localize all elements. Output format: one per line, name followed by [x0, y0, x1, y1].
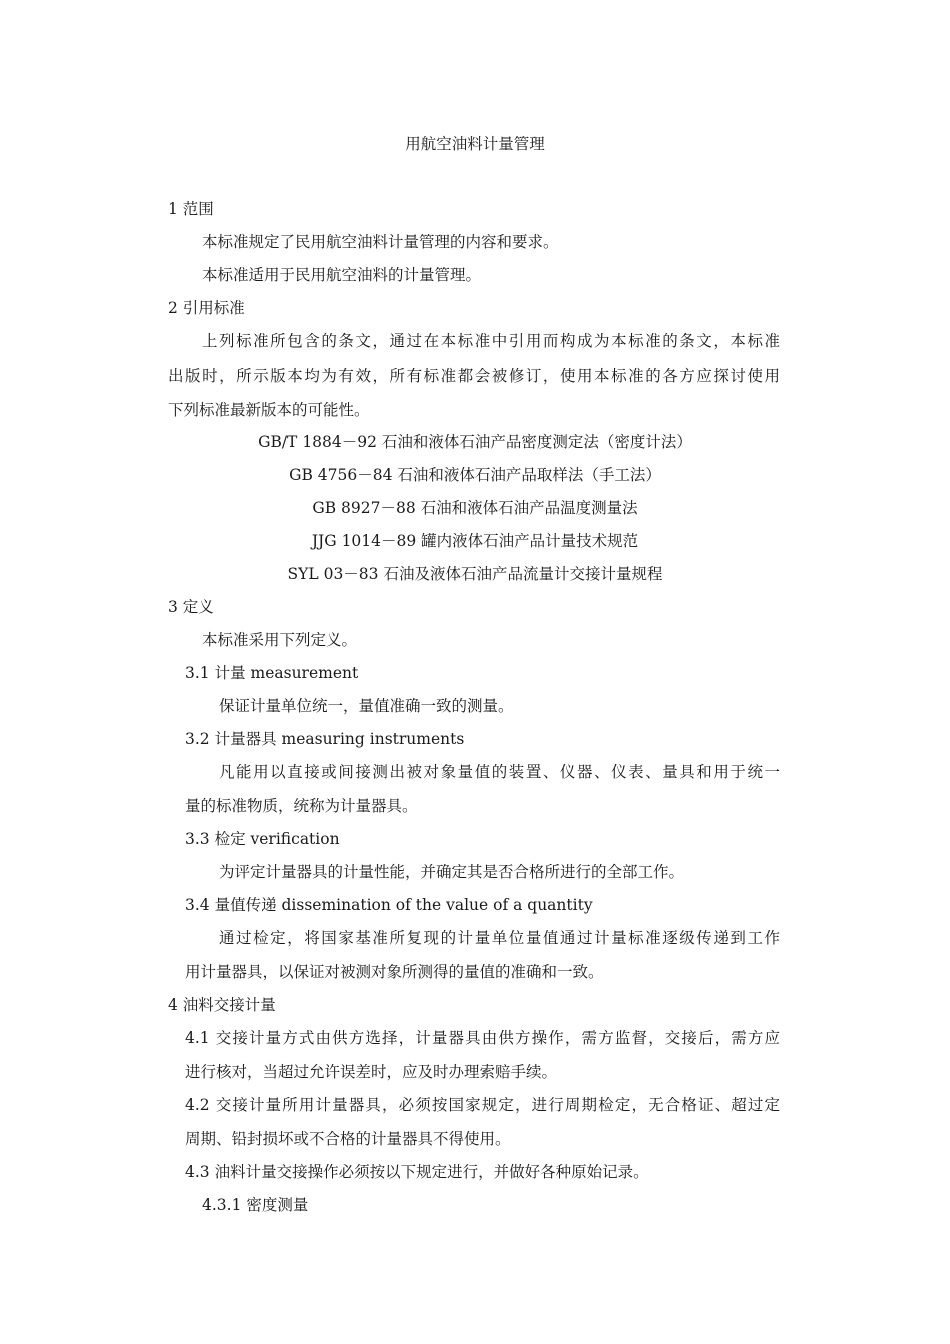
section-heading-references: 2 引用标准 — [168, 299, 245, 317]
clause-line: 4.2 交接计量所用计量器具，必须按国家规定，进行周期检定，无合格证、超过定 — [185, 1096, 780, 1114]
subclause-heading: 4.3.1 密度测量 — [202, 1196, 309, 1214]
definition-body-line: 用计量器具，以保证对被测对象所测得的量值的准确和一致。 — [185, 963, 604, 981]
definition-heading: 3.2 计量器具 measuring instruments — [185, 730, 465, 748]
definition-heading: 3.1 计量 measurement — [185, 664, 359, 682]
document-title: 用航空油料计量管理 — [405, 135, 545, 153]
clause: 4.3 油料计量交接操作必须按以下规定进行，并做好各种原始记录。 — [185, 1163, 649, 1181]
definition-heading: 3.3 检定 verification — [185, 830, 340, 848]
standard-reference: GB 4756－84 石油和液体石油产品取样法（手工法） — [289, 466, 661, 484]
paragraph: 本标准采用下列定义。 — [202, 631, 358, 649]
clause-line: 进行核对，当超过允许误差时，应及时办理索赔手续。 — [185, 1063, 558, 1081]
definition-body-line: 量的标准物质，统称为计量器具。 — [185, 797, 418, 815]
standard-reference: GB 8927－88 石油和液体石油产品温度测量法 — [312, 499, 638, 517]
definition-heading: 3.4 量值传递 dissemination of the value of a quantity — [185, 896, 593, 914]
paragraph: 本标准规定了民用航空油料计量管理的内容和要求。 — [202, 233, 559, 251]
definition-body-line: 凡能用以直接或间接测出被对象量值的装置、仪器、仪表、量具和用于统一 — [219, 763, 780, 781]
paragraph-line: 上列标准所包含的条文，通过在本标准中引用而构成为本标准的条文，本标准 — [202, 332, 780, 350]
section-heading-scope: 1 范围 — [168, 200, 214, 218]
section-heading-definitions: 3 定义 — [168, 598, 214, 616]
paragraph-line: 下列标准最新版本的可能性。 — [168, 401, 370, 419]
standard-reference: SYL 03－83 石油及液体石油产品流量计交接计量规程 — [287, 565, 663, 583]
definition-body: 保证计量单位统一，量值准确一致的测量。 — [219, 697, 514, 715]
definition-body: 为评定计量器具的计量性能，并确定其是否合格所进行的全部工作。 — [219, 863, 685, 881]
clause-line: 周期、铅封损坏或不合格的计量器具不得使用。 — [185, 1130, 511, 1148]
standard-reference: GB/T 1884－92 石油和液体石油产品密度测定法（密度计法） — [258, 433, 692, 451]
section-heading-transfer: 4 油料交接计量 — [168, 996, 276, 1014]
definition-body-line: 通过检定，将国家基准所复现的计量单位量值通过计量标准逐级传递到工作 — [219, 929, 780, 947]
standard-reference: JJG 1014－89 罐内液体石油产品计量技术规范 — [311, 532, 639, 550]
clause-line: 4.1 交接计量方式由供方选择，计量器具由供方操作，需方监督，交接后，需方应 — [185, 1029, 780, 1047]
paragraph: 本标准适用于民用航空油料的计量管理。 — [202, 266, 482, 284]
paragraph-line: 出版时，所示版本均为有效，所有标准都会被修订，使用本标准的各方应探讨使用 — [168, 367, 780, 385]
